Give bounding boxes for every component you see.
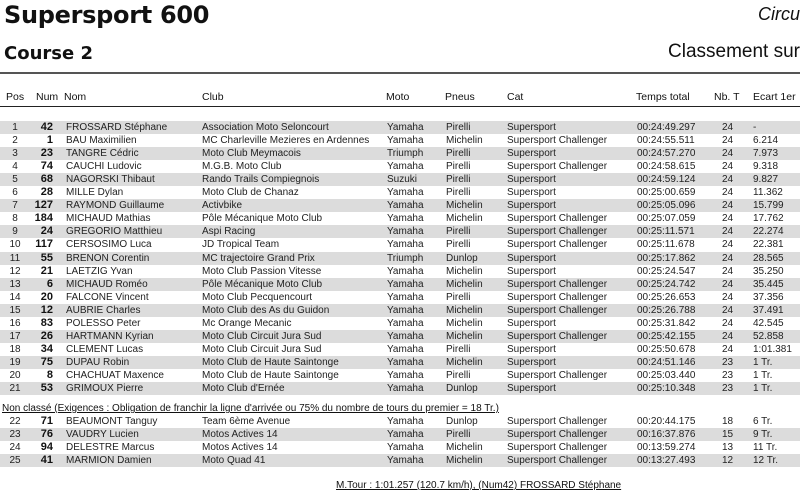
cell-pos: 6 (12, 187, 18, 199)
cell-num: 34 (40, 342, 53, 355)
table-row (0, 304, 800, 317)
table-row (0, 317, 800, 330)
cell-moto: Yamaha (387, 200, 424, 212)
cell-pneus: Dunlop (446, 383, 478, 394)
cell-cat: Supersport Challenger (507, 135, 608, 147)
cell-club: Association Moto Seloncourt (202, 122, 329, 133)
col-header-pos: Pos (6, 91, 25, 103)
cell-temps: 00:20:44.175 (637, 416, 696, 427)
cell-moto: Triumph (387, 252, 424, 264)
cell-nom: NAGORSKI Thibaut (66, 174, 155, 186)
cell-ecart: 22.274 (753, 226, 784, 238)
col-header-pneus: Pneus (445, 91, 475, 103)
cell-cat: Supersport Challenger (507, 442, 608, 454)
cell-ecart: 11.362 (753, 187, 783, 199)
cell-club: Moto Club Circuit Jura Sud (202, 343, 322, 355)
cell-moto: Yamaha (387, 122, 424, 133)
cell-moto: Yamaha (387, 213, 424, 225)
cell-nom: DELESTRE Marcus (66, 442, 155, 454)
table-row (0, 265, 800, 278)
cell-club: Aspi Racing (202, 226, 256, 238)
cell-moto: Yamaha (387, 455, 424, 467)
cell-pos: 22 (9, 416, 21, 427)
event-title: Supersport 600 (4, 1, 210, 29)
cell-club: Pôle Mécanique Moto Club (202, 213, 323, 225)
table-row (0, 199, 800, 212)
cell-num: 24 (40, 225, 53, 238)
cell-temps: 00:25:26.788 (637, 304, 696, 316)
cell-nom: CHACHUAT Maxence (66, 369, 164, 381)
cell-nbt: 15 (722, 429, 734, 441)
cell-nom: AUBRIE Charles (66, 304, 141, 316)
cell-num: 12 (40, 303, 53, 316)
header-divider (0, 106, 800, 107)
cell-ecart: 1 Tr. (753, 369, 773, 381)
cell-temps: 00:24:59.124 (637, 174, 696, 186)
cell-pos: 19 (9, 356, 21, 368)
cell-num: 55 (40, 251, 53, 264)
cell-pos: 18 (9, 343, 21, 355)
cell-num: 74 (40, 160, 53, 173)
cell-nbt: 12 (722, 455, 734, 467)
cell-cat: Supersport (507, 317, 556, 329)
cell-pneus: Michelin (446, 304, 483, 316)
cell-num: 53 (40, 382, 53, 394)
cell-temps: 00:24:49.297 (637, 122, 696, 133)
table-row (0, 415, 800, 428)
cell-num: 6 (46, 277, 53, 290)
cell-moto: Yamaha (387, 356, 424, 368)
cell-num: 83 (40, 316, 53, 329)
cell-club: Motos Actives 14 (202, 442, 278, 454)
cell-temps: 00:13:27.493 (637, 455, 696, 467)
cell-cat: Supersport (507, 252, 556, 264)
cell-moto: Yamaha (387, 442, 424, 454)
cell-pos: 3 (12, 148, 18, 160)
cell-cat: Supersport Challenger (507, 226, 608, 238)
cell-temps: 00:25:10.348 (637, 383, 696, 394)
table-row (0, 428, 800, 441)
cell-nbt: 24 (722, 174, 734, 186)
cell-temps: 00:13:59.274 (637, 442, 696, 454)
cell-cat: Supersport Challenger (507, 278, 608, 290)
col-header-cat: Cat (507, 91, 524, 103)
cell-num: 26 (40, 329, 53, 342)
cell-num: 94 (40, 441, 53, 454)
cell-ecart: - (753, 122, 757, 133)
cell-nbt: 24 (722, 200, 734, 212)
results-table-header (0, 91, 800, 105)
cell-pos: 17 (9, 330, 21, 342)
cell-nbt: 24 (722, 213, 734, 225)
cell-temps: 00:25:03.440 (637, 369, 696, 381)
cell-pos: 7 (12, 200, 18, 212)
cell-nom: FALCONE Vincent (66, 291, 149, 303)
cell-nom: BAU Maximilien (66, 135, 137, 147)
cell-moto: Yamaha (387, 343, 424, 355)
cell-cat: Supersport (507, 343, 556, 355)
cell-club: M.G.B. Moto Club (202, 161, 282, 173)
cell-ecart: 35.250 (753, 265, 784, 277)
cell-pos: 13 (9, 278, 21, 290)
cell-club: Rando Trails Compiegnois (202, 174, 320, 186)
cell-temps: 00:25:24.547 (637, 265, 696, 277)
cell-pneus: Michelin (446, 442, 483, 454)
table-row (0, 291, 800, 304)
cell-ecart: 9 Tr. (753, 429, 773, 441)
classement-label: Classement sur (668, 41, 800, 62)
cell-temps: 00:25:42.155 (637, 330, 696, 342)
cell-moto: Triumph (387, 148, 424, 160)
cell-temps: 00:25:05.096 (637, 200, 696, 212)
cell-pos: 23 (9, 429, 21, 441)
table-row (0, 238, 800, 251)
cell-nom: MARMION Damien (66, 455, 152, 467)
cell-cat: Supersport Challenger (507, 161, 608, 173)
cell-temps: 00:24:55.511 (637, 135, 695, 147)
table-row (0, 252, 800, 265)
cell-num: 68 (40, 173, 53, 186)
cell-num: 20 (40, 290, 53, 303)
cell-club: Moto Club Pecquencourt (202, 291, 313, 303)
cell-num: 28 (40, 186, 53, 199)
cell-cat: Supersport Challenger (507, 291, 608, 303)
cell-club: Moto Club Meymacois (202, 148, 301, 160)
cell-pneus: Pirelli (446, 239, 471, 251)
cell-pneus: Michelin (446, 200, 483, 212)
cell-club: Activbike (202, 200, 243, 212)
non-classe-note: Non classé (Exigences : Obligation de franchir la ligne d'arrivée ou 75% du nombre de tours du premier = 18 Tr.) (2, 403, 499, 414)
cell-moto: Yamaha (387, 265, 424, 277)
cell-cat: Supersport Challenger (507, 213, 608, 225)
cell-cat: Supersport Challenger (507, 369, 608, 381)
cell-moto: Yamaha (387, 304, 424, 316)
cell-ecart: 6.214 (753, 135, 779, 147)
cell-pneus: Dunlop (446, 416, 478, 427)
table-row (0, 382, 800, 395)
cell-pos: 4 (12, 161, 18, 173)
table-row (0, 173, 800, 186)
cell-club: MC trajectoire Grand Prix (202, 252, 315, 264)
cell-cat: Supersport Challenger (507, 239, 608, 251)
cell-ecart: 12 Tr. (753, 455, 779, 467)
cell-nom: CERSOSIMO Luca (66, 239, 152, 251)
cell-club: Moto Club d'Ernée (202, 383, 285, 394)
cell-pos: 15 (9, 304, 21, 316)
cell-moto: Yamaha (387, 291, 424, 303)
cell-nbt: 13 (722, 442, 734, 454)
cell-club: Moto Quad 41 (202, 455, 266, 467)
cell-cat: Supersport Challenger (507, 304, 608, 316)
cell-pos: 9 (12, 226, 18, 238)
cell-nom: GREGORIO Matthieu (66, 226, 163, 238)
cell-pos: 25 (9, 455, 21, 467)
cell-nbt: 24 (722, 291, 734, 303)
cell-ecart: 37.356 (753, 291, 784, 303)
cell-pneus: Michelin (446, 455, 483, 467)
cell-ecart: 9.827 (753, 174, 779, 186)
col-header-num: Num (36, 91, 59, 103)
cell-ecart: 52.858 (753, 330, 784, 342)
col-header-nom: Nom (64, 91, 87, 103)
cell-pos: 12 (9, 265, 21, 277)
cell-pneus: Pirelli (446, 161, 471, 173)
cell-nbt: 24 (722, 135, 734, 147)
cell-num: 8 (46, 368, 53, 381)
col-header-ecart: Ecart 1er (753, 91, 796, 103)
cell-moto: Yamaha (387, 187, 424, 199)
cell-nom: HARTMANN Kyrian (66, 330, 154, 342)
cell-pneus: Michelin (446, 265, 483, 277)
cell-nbt: 18 (722, 416, 734, 427)
cell-pneus: Pirelli (446, 226, 471, 238)
cell-nbt: 24 (722, 252, 734, 264)
table-row (0, 278, 800, 291)
cell-cat: Supersport (507, 174, 556, 186)
cell-moto: Yamaha (387, 135, 424, 147)
cell-temps: 00:25:26.653 (637, 291, 696, 303)
col-header-nbt: Nb. T (714, 91, 740, 103)
cell-nom: TANGRE Cédric (66, 148, 139, 160)
cell-ecart: 7.973 (753, 148, 779, 160)
cell-cat: Supersport (507, 122, 556, 133)
cell-temps: 00:25:11.571 (637, 226, 695, 238)
cell-pneus: Pirelli (446, 369, 471, 381)
top-divider (0, 72, 800, 74)
cell-pneus: Pirelli (446, 343, 471, 355)
cell-nbt: 24 (722, 304, 734, 316)
table-row (0, 225, 800, 238)
cell-pos: 8 (12, 213, 18, 225)
cell-club: Moto Club Passion Vitesse (202, 265, 322, 277)
cell-temps: 00:24:57.270 (637, 148, 696, 160)
cell-pos: 2 (12, 135, 18, 147)
cell-cat: Supersport (507, 356, 556, 368)
cell-moto: Yamaha (387, 226, 424, 238)
cell-pneus: Pirelli (446, 429, 471, 441)
table-row (0, 330, 800, 343)
cell-num: 127 (34, 199, 53, 212)
cell-moto: Yamaha (387, 330, 424, 342)
cell-club: Pôle Mécanique Moto Club (202, 278, 323, 290)
cell-nom: MICHAUD Mathias (66, 213, 151, 225)
cell-nbt: 24 (722, 161, 734, 173)
cell-pos: 1 (12, 122, 18, 133)
cell-pos: 10 (9, 239, 21, 251)
cell-nbt: 23 (722, 383, 734, 394)
cell-moto: Yamaha (387, 317, 424, 329)
cell-cat: Supersport (507, 200, 556, 212)
table-row (0, 212, 800, 225)
cell-nom: DUPAU Robin (66, 356, 130, 368)
cell-temps: 00:25:50.678 (637, 343, 696, 355)
cell-nom: MILLE Dylan (66, 187, 124, 199)
cell-ecart: 6 Tr. (753, 416, 773, 427)
cell-temps: 00:25:17.862 (637, 252, 696, 264)
cell-nom: POLESSO Peter (66, 317, 141, 329)
cell-temps: 00:25:11.678 (637, 239, 695, 251)
cell-pneus: Michelin (446, 356, 483, 368)
cell-num: 21 (40, 264, 53, 277)
cell-nom: BRENON Corentin (66, 252, 150, 264)
col-header-temps: Temps total (636, 91, 690, 103)
cell-pneus: Dunlop (446, 252, 478, 264)
table-row (0, 343, 800, 356)
cell-club: Moto Club de Haute Saintonge (202, 369, 339, 381)
cell-nom: BEAUMONT Tanguy (66, 416, 158, 427)
cell-nom: FROSSARD Stéphane (66, 122, 168, 133)
cell-moto: Yamaha (387, 383, 424, 394)
cell-temps: 00:25:24.742 (637, 278, 696, 290)
cell-temps: 00:25:31.842 (637, 317, 696, 329)
table-row (0, 160, 800, 173)
cell-club: Moto Club Circuit Jura Sud (202, 330, 322, 342)
cell-num: 184 (34, 212, 53, 225)
cell-ecart: 42.545 (753, 317, 784, 329)
cell-temps: 00:25:00.659 (637, 187, 696, 199)
cell-nbt: 24 (722, 330, 734, 342)
cell-temps: 00:24:58.615 (637, 161, 696, 173)
cell-nom: CAUCHI Ludovic (66, 161, 142, 173)
cell-pneus: Michelin (446, 278, 483, 290)
cell-moto: Yamaha (387, 369, 424, 381)
cell-ecart: 9.318 (753, 161, 779, 173)
cell-nbt: 24 (722, 187, 734, 199)
cell-cat: Supersport (507, 265, 556, 277)
cell-ecart: 1 Tr. (753, 383, 773, 394)
cell-nom: VAUDRY Lucien (66, 429, 139, 441)
cell-pneus: Michelin (446, 330, 483, 342)
cell-cat: Supersport Challenger (507, 330, 608, 342)
cell-club: JD Tropical Team (202, 239, 280, 251)
cell-club: Moto Club de Chanaz (202, 187, 299, 199)
cell-pos: 11 (9, 252, 21, 264)
cell-cat: Supersport Challenger (507, 416, 608, 427)
cell-moto: Yamaha (387, 429, 424, 441)
cell-ecart: 15.799 (753, 200, 784, 212)
cell-cat: Supersport (507, 148, 556, 160)
cell-cat: Supersport (507, 383, 556, 394)
cell-ecart: 35.445 (753, 278, 784, 290)
cell-ecart: 1:01.381 (753, 343, 792, 355)
col-header-club: Club (202, 91, 224, 103)
cell-num: 71 (40, 415, 53, 427)
cell-temps: 00:24:51.146 (637, 356, 696, 368)
cell-temps: 00:25:07.059 (637, 213, 696, 225)
cell-nbt: 23 (722, 356, 734, 368)
circuit-label: Circu (757, 4, 800, 24)
cell-pneus: Pirelli (446, 291, 471, 303)
cell-ecart: 17.762 (753, 213, 784, 225)
table-row (0, 369, 800, 382)
cell-nbt: 24 (722, 148, 734, 160)
cell-nbt: 23 (722, 369, 734, 381)
cell-club: Moto Club de Haute Saintonge (202, 356, 339, 368)
cell-moto: Suzuki (387, 174, 418, 186)
cell-nbt: 24 (722, 265, 734, 277)
cell-ecart: 28.565 (753, 252, 784, 264)
table-row (0, 121, 800, 134)
cell-moto: Yamaha (387, 278, 424, 290)
cell-pos: 14 (9, 291, 21, 303)
cell-temps: 00:16:37.876 (637, 429, 696, 441)
cell-num: 117 (35, 238, 53, 251)
cell-cat: Supersport Challenger (507, 429, 608, 441)
cell-num: 76 (40, 428, 53, 441)
cell-moto: Yamaha (387, 239, 424, 251)
table-row (0, 186, 800, 199)
table-row (0, 147, 800, 160)
cell-club: Motos Actives 14 (202, 429, 278, 441)
cell-nbt: 24 (722, 278, 734, 290)
cell-nom: MICHAUD Roméo (66, 278, 148, 290)
best-lap-footer: M.Tour : 1:01.257 (120.7 km/h), (Num42) FROSSARD Stéphane (336, 480, 622, 491)
cell-ecart: 22.381 (753, 239, 784, 251)
cell-club: Team 6ème Avenue (202, 416, 291, 427)
table-row (0, 134, 800, 147)
cell-nbt: 24 (722, 226, 734, 238)
cell-pos: 24 (9, 442, 21, 454)
cell-club: Moto Club des As du Guidon (202, 304, 330, 316)
cell-ecart: 1 Tr. (753, 356, 773, 368)
cell-moto: Yamaha (387, 416, 424, 427)
cell-nom: CLEMENT Lucas (66, 343, 144, 355)
cell-pneus: Pirelli (446, 148, 471, 160)
cell-club: Mc Orange Mecanic (202, 317, 292, 329)
race-subtitle: Course 2 (4, 43, 93, 64)
cell-nbt: 24 (722, 122, 734, 133)
cell-club: MC Charleville Mezieres en Ardennes (202, 135, 370, 147)
cell-pneus: Michelin (446, 213, 483, 225)
cell-nbt: 24 (722, 239, 734, 251)
cell-nbt: 24 (722, 343, 734, 355)
cell-num: 1 (46, 134, 53, 147)
cell-num: 41 (40, 454, 53, 467)
cell-cat: Supersport Challenger (507, 455, 608, 467)
cell-ecart: 11 Tr. (753, 442, 778, 454)
cell-pneus: Pirelli (446, 122, 471, 133)
table-row (0, 454, 800, 467)
cell-nom: RAYMOND Guillaume (66, 200, 165, 212)
cell-nbt: 24 (722, 317, 734, 329)
cell-nom: LAETZIG Yvan (66, 265, 133, 277)
cell-cat: Supersport (507, 187, 556, 199)
cell-moto: Yamaha (387, 161, 424, 173)
cell-pos: 21 (9, 383, 21, 394)
table-row (0, 441, 800, 454)
cell-pneus: Michelin (446, 135, 483, 147)
table-row (0, 356, 800, 369)
cell-pneus: Michelin (446, 317, 483, 329)
cell-num: 23 (40, 147, 53, 160)
cell-pos: 5 (12, 174, 18, 186)
cell-num: 75 (40, 355, 53, 368)
cell-pos: 20 (9, 369, 21, 381)
cell-nom: GRIMOUX Pierre (66, 383, 144, 394)
cell-pneus: Pirelli (446, 187, 471, 199)
cell-num: 42 (40, 121, 53, 133)
col-header-moto: Moto (386, 91, 410, 103)
cell-ecart: 37.491 (753, 304, 784, 316)
cell-pneus: Pirelli (446, 174, 471, 186)
cell-pos: 16 (9, 317, 21, 329)
